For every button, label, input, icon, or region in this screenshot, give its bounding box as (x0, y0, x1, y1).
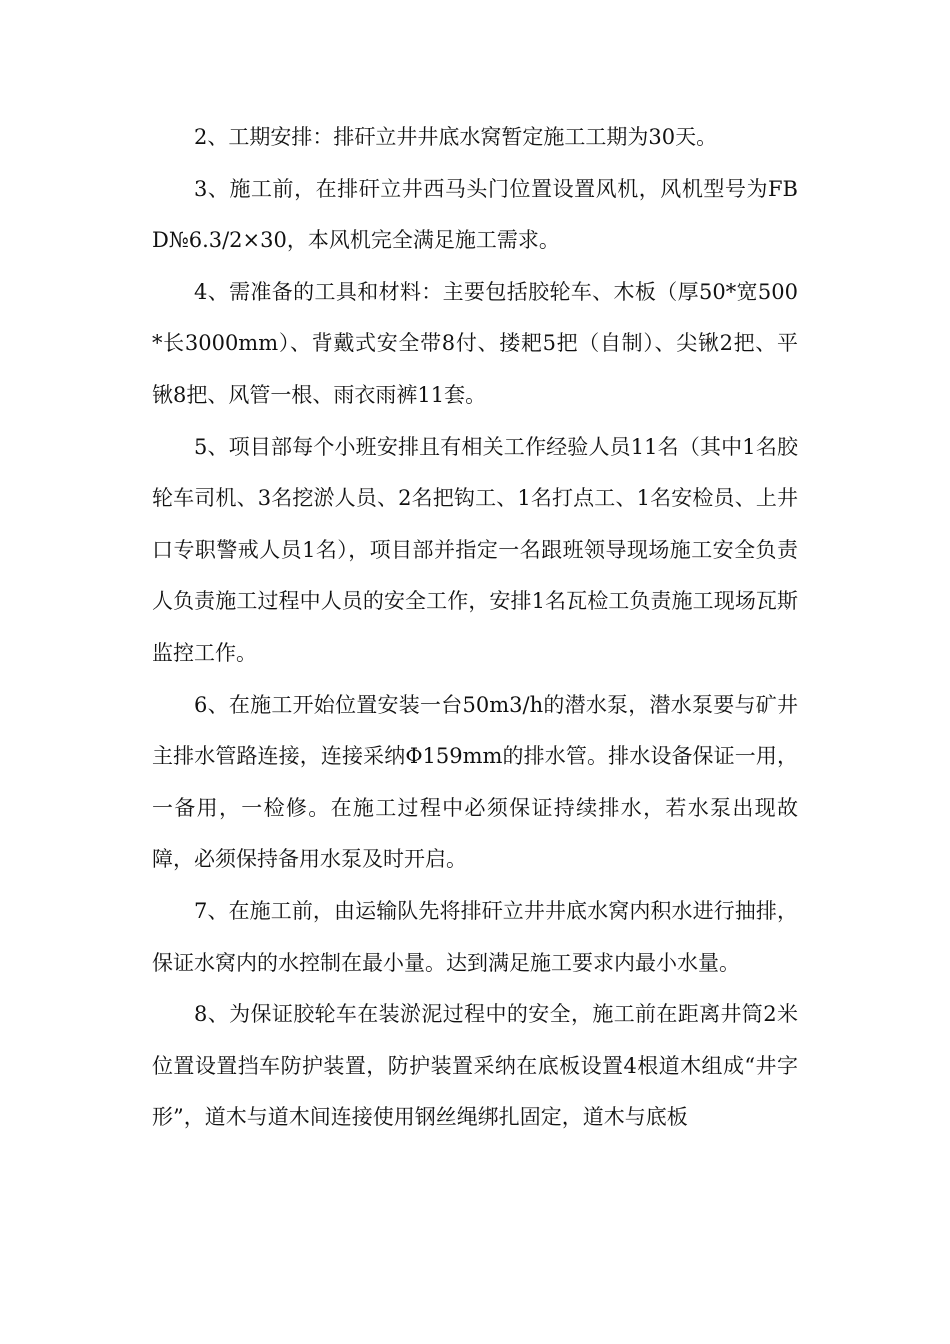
document-body (152, 112, 798, 1144)
paragraph-7-drainage: 7、在施工前，由运输队先将排矸立井井底水窝内积水进行抽排，保证水窝内的水控制在最小量。达到满足施工要求内最小水量。 (152, 898, 798, 975)
paragraph-3-fan: 3、施工前，在排矸立井西马头门位置设置风机，风机型号为FBD№6.3/2×30，本风机完全满足施工需求。 (152, 176, 798, 253)
paragraph-5-staffing: 5、项目部每个小班安排且有相关工作经验人员11名（其中1名胶轮车司机、3名挖淤人员、2名把钩工、1名打点工、1名安检员、上井口专职警戒人员1名），项目部并指定一名跟班领导现场施工安全负责人负责施工过程中人员的安全工作，安排1名瓦检工负责施工现场瓦斯监控工作。 (152, 434, 798, 665)
paragraph-6-pump: 6、在施工开始位置安装一台50m3/h的潜水泵，潜水泵要与矿井主排水管路连接，连接采纳Φ159mm的排水管。排水设备保证一用，一备用，一检修。在施工过程中必须保证持续排水，若水泵出现故障，必须保持备用水泵及时开启。 (152, 692, 798, 872)
paragraph-2-schedule: 2、工期安排：排矸立井井底水窝暂定施工工期为30天。 (194, 125, 718, 149)
paragraph-4-tools: 4、需准备的工具和材料：主要包括胶轮车、木板（厚50*宽500*长3000mm）、背戴式安全带8付、搂耙5把（自制）、尖锹2把、平锹8把、风管一根、雨衣雨裤11套。 (152, 279, 798, 407)
paragraph-8-protection: 8、为保证胶轮车在装淤泥过程中的安全，施工前在距离井筒2米位置设置挡车防护装置，防护装置采纳在底板设置4根道木组成“井字形”，道木与道木间连接使用钢丝绳绑扎固定，道木与底板 (152, 1002, 798, 1130)
